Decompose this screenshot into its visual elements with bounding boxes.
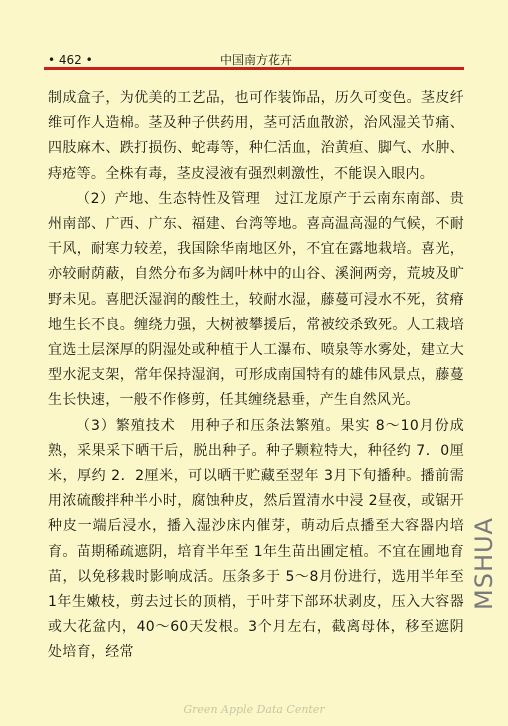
page-header [48, 52, 464, 68]
paragraph-habitat: （2）产地、生态特性及管理 过江龙原产于云南东南部、贵州南部、广西、广东、福建、台湾等地。喜高温高湿的气候，不耐干风，耐寒力较差，我国除华南地区外，不宜在露地栽培。喜光，亦较耐荫蔽，自然分布多为阔叶林中的山谷、溪涧两旁，荒坡及旷野未见。喜肥沃湿润的酸性土，较耐水湿，藤蔓可浸水不死，贫瘠地生长不良。缠绕力强，大树被攀援后，常被绞杀致死。人工栽培宜选土层深厚的阴湿处或种植于人工瀑布、喷泉等水雾处，建立大型水泥支架，常年保持湿润，可形成南国特有的雄伟风景点，藤蔓生长快速，一般不作修剪，任其缠绕悬垂，产生自然风光。 [48, 190, 464, 409]
paragraph-continued: 制成盒子，为优美的工艺品，也可作装饰品，历久可变色。茎皮纤维可作人造棉。茎及种子供药用，茎可活血散淤，治风湿关节痛、四肢麻木、跌打损伤、蛇毒等，种仁活血，治黄疸、脚气、水肿、痔疮等。全株有毒，茎皮浸液有强烈刺激性，不能误入眼内。 [48, 90, 464, 182]
bottom-watermark: Green Apple Data Center [183, 703, 325, 716]
paragraph-propagation: （3）繁殖技术 用种子和压条法繁殖。果实 8～10月份成熟，采果采下晒干后，脱出种子。种子颗粒特大，种径约 7．0厘米，厚约 2．2厘米，可以晒干贮藏至翌年 3月下旬播种。播前需用浓硫酸拌种半小时，腐蚀种皮，然后置清水中浸 2昼夜，或锯开种皮一端后浸水，播入湿沙床内催芽，萌动后点播至大容器内培育。苗期稀疏遮阴，培育半年至 1年生苗出圃定植。不宜在圃地育苗，以免移栽时影响成活。压条多于 5～8月份进行，选用半年至 1年生嫩枝，剪去过长的顶梢，于叶芽下部环状剥皮，压入大容器或大花盆内，40～60天发根。3个月左右，截离母体，移至遮阴处培育，经常 [48, 417, 464, 661]
page-number: • 462 • [48, 53, 93, 67]
running-title: 中国南方花卉 [219, 53, 292, 67]
header-rule [44, 67, 464, 70]
side-watermark: MSHUA [470, 517, 498, 610]
body-text [48, 86, 464, 666]
